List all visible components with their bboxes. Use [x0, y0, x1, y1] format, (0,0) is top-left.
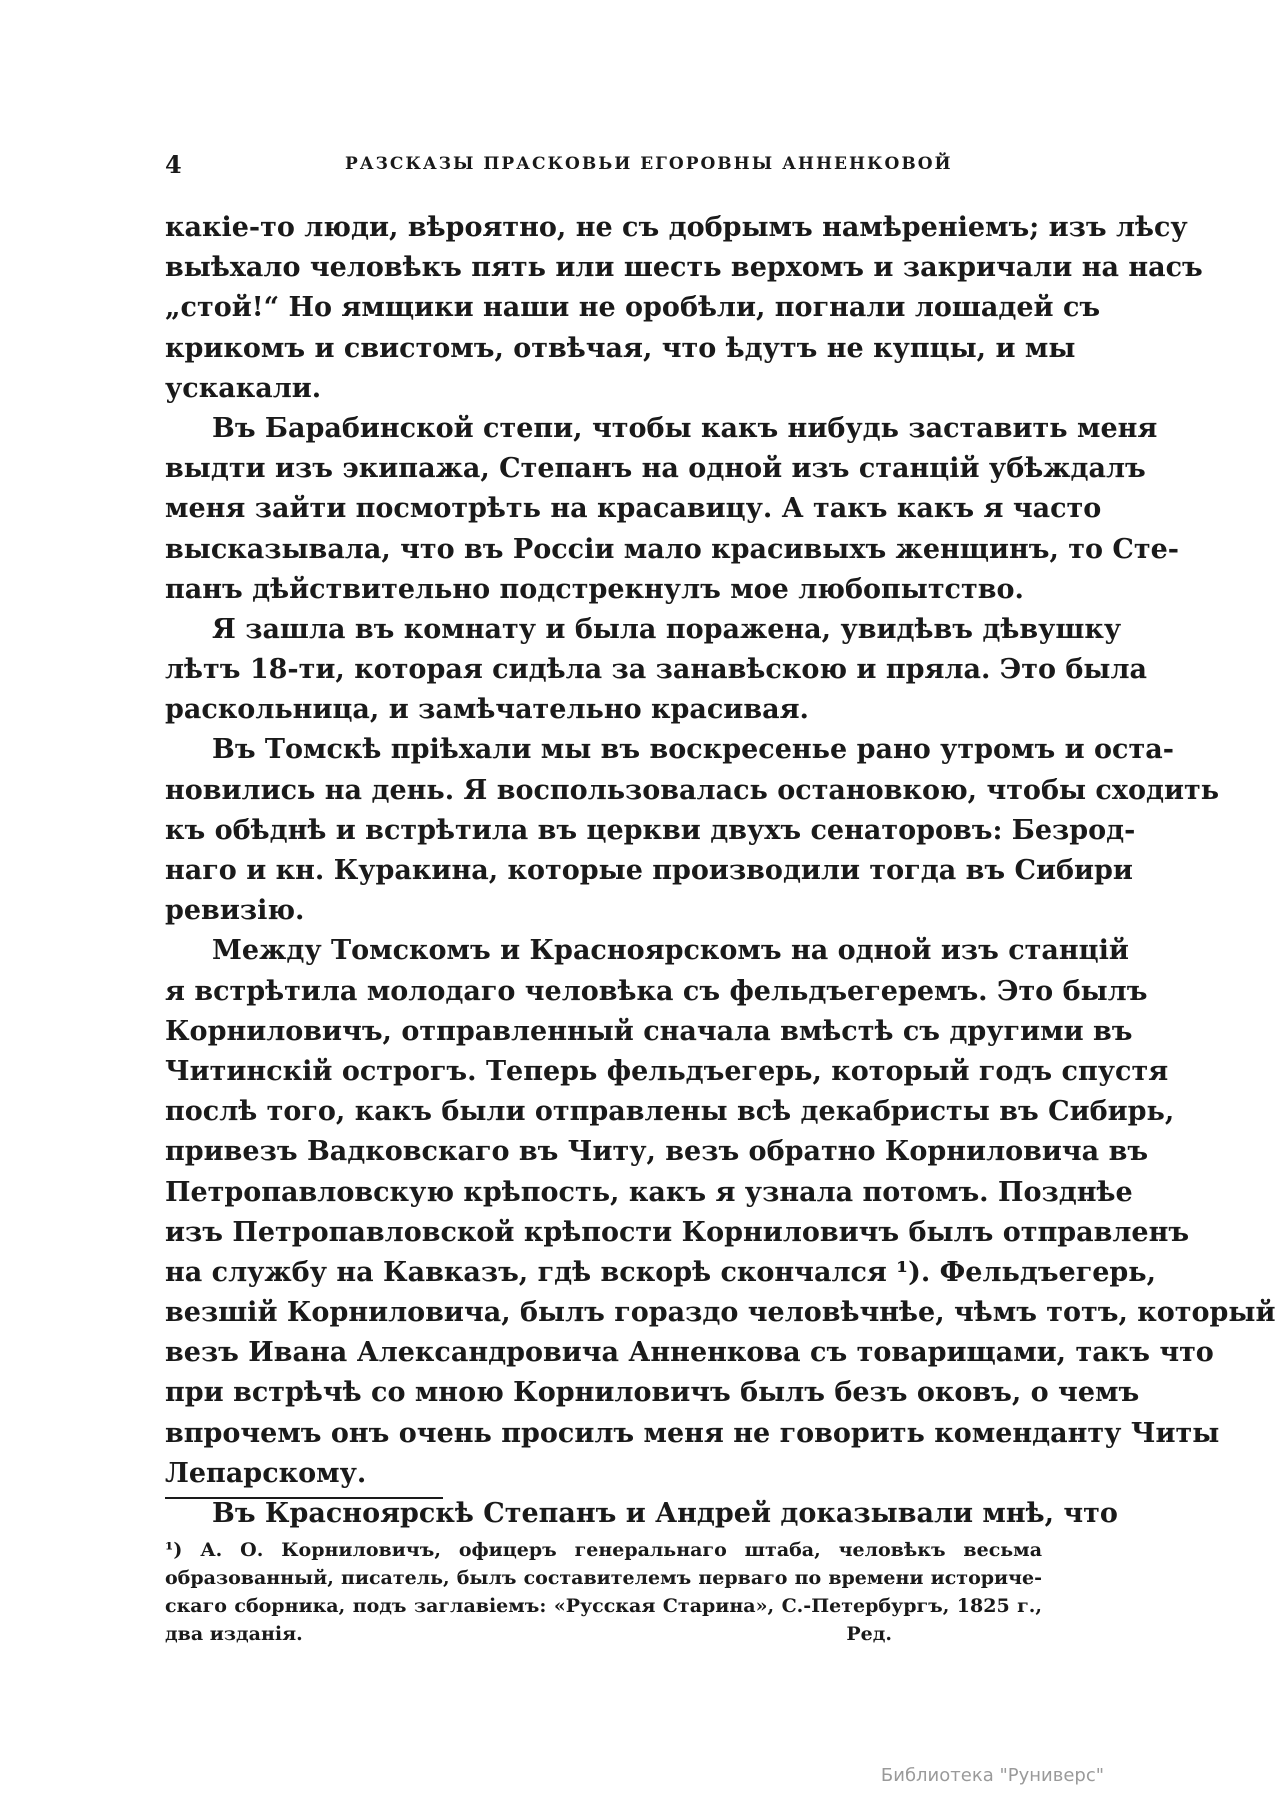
text-line: къ обѣднѣ и встрѣтила въ церкви двухъ сенаторовъ: Безрод-: [165, 814, 1136, 846]
text-line: наго и кн. Куракина, которые производили тогда въ Сибири: [165, 855, 1133, 886]
footnote-line: два изданія.: [165, 1623, 303, 1645]
footnote-line: скаго сборника, подъ заглавіемъ: «Русская Старина», С.-Петербургъ, 1825 г.,: [165, 1595, 1042, 1617]
text-line: высказывала, что въ Россіи мало красивыхъ женщинъ, то Сте-: [165, 533, 1180, 565]
text-line: привезъ Вадковскаго въ Читу, везъ обратно Корниловича въ: [165, 1136, 1149, 1168]
text-line: меня зайти посмотрѣть на красавицу. А такъ какъ я часто: [165, 493, 1102, 525]
text-line: Я зашла въ комнату и была поражена, увидѣвъ дѣвушку: [212, 613, 1122, 645]
text-line: впрочемъ онъ очень просилъ меня не говорить коменданту Читы: [165, 1417, 1220, 1449]
text-line: какіе-то люди, вѣроятно, не съ добрымъ намѣреніемъ; изъ лѣсу: [165, 212, 1188, 243]
text-line: Лепарскому.: [165, 1457, 367, 1489]
text-line: крикомъ и свистомъ, отвѣчая, что ѣдутъ не купцы, и мы: [165, 332, 1076, 364]
running-head: РАЗСКАЗЫ ПРАСКОВЬИ ЕГОРОВНЫ АННЕНКОВОЙ: [345, 154, 953, 174]
text-line: на службу на Кавказъ, гдѣ вскорѣ скончался ¹). Фельдъегерь,: [165, 1256, 1157, 1288]
main-text: [165, 208, 1276, 1534]
text-line: Корниловичъ, отправленный сначала вмѣстѣ съ другими въ: [165, 1015, 1133, 1047]
text-line: выѣхало человѣкъ пять или шесть верхомъ и закричали на насъ: [165, 252, 1203, 284]
page-number: 4: [165, 150, 182, 179]
text-line: везъ Ивана Александровича Анненкова съ товарищами, такъ что: [165, 1337, 1214, 1369]
text-line: при встрѣчѣ со мною Корниловичъ былъ безъ оковъ, о чемъ: [165, 1377, 1140, 1409]
footnote-last-line: [165, 1620, 1042, 1648]
text-line: „стой!“ Но ямщики наши не оробѣли, погнали лошадей съ: [165, 292, 1101, 324]
text-line: Петропавловскую крѣпость, какъ я узнала потомъ. Позднѣе: [165, 1176, 1133, 1208]
footnote-line: образованный, писатель, былъ составителемъ перваго по времени историче-: [165, 1567, 1042, 1589]
library-watermark: Библиотека "Руниверс": [880, 1765, 1104, 1786]
text-line: Въ Красноярскѣ Степанъ и Андрей доказывали мнѣ, что: [212, 1498, 1118, 1529]
text-line: выдти изъ экипажа, Степанъ на одной изъ станцій убѣждалъ: [165, 453, 1146, 485]
page-header: [165, 150, 1042, 180]
text-line: панъ дѣйствительно подстрекнулъ мое любопытство.: [165, 573, 1024, 605]
footnote-divider: [165, 1497, 443, 1499]
text-line: изъ Петропавловской крѣпости Корниловичъ былъ отправленъ: [165, 1216, 1190, 1248]
text-line: Между Томскомъ и Красноярскомъ на одной изъ станцій: [212, 935, 1129, 967]
text-line: ревизію.: [165, 895, 305, 927]
footnote-line: ¹) А. О. Корниловичъ, офицеръ генеральнаго штаба, человѣкъ весьма: [165, 1539, 1042, 1561]
text-line: Читинскій острогъ. Теперь фельдъегерь, который годъ спустя: [165, 1055, 1169, 1087]
text-line: новились на день. Я воспользовалась остановкою, чтобы сходить: [165, 774, 1220, 806]
editor-mark: Ред.: [846, 1623, 892, 1645]
text-line: лѣтъ 18-ти, которая сидѣла за занавѣскою и пряла. Это была: [165, 654, 1147, 686]
text-line: Въ Барабинской степи, чтобы какъ нибудь заставить меня: [212, 412, 1158, 444]
text-line: раскольница, и замѣчательно красивая.: [165, 694, 809, 726]
text-line: везшій Корниловича, былъ гораздо человѣчнѣе, чѣмъ тотъ, который: [165, 1297, 1276, 1329]
text-line: послѣ того, какъ были отправлены всѣ декабристы въ Сибирь,: [165, 1096, 1175, 1128]
footnote: [165, 1536, 1042, 1648]
text-line: ускакали.: [165, 372, 322, 404]
text-line: я встрѣтила молодаго человѣка съ фельдъегеремъ. Это былъ: [165, 975, 1148, 1007]
text-line: Въ Томскѣ пріѣхали мы въ воскресенье рано утромъ и оста-: [212, 734, 1174, 766]
